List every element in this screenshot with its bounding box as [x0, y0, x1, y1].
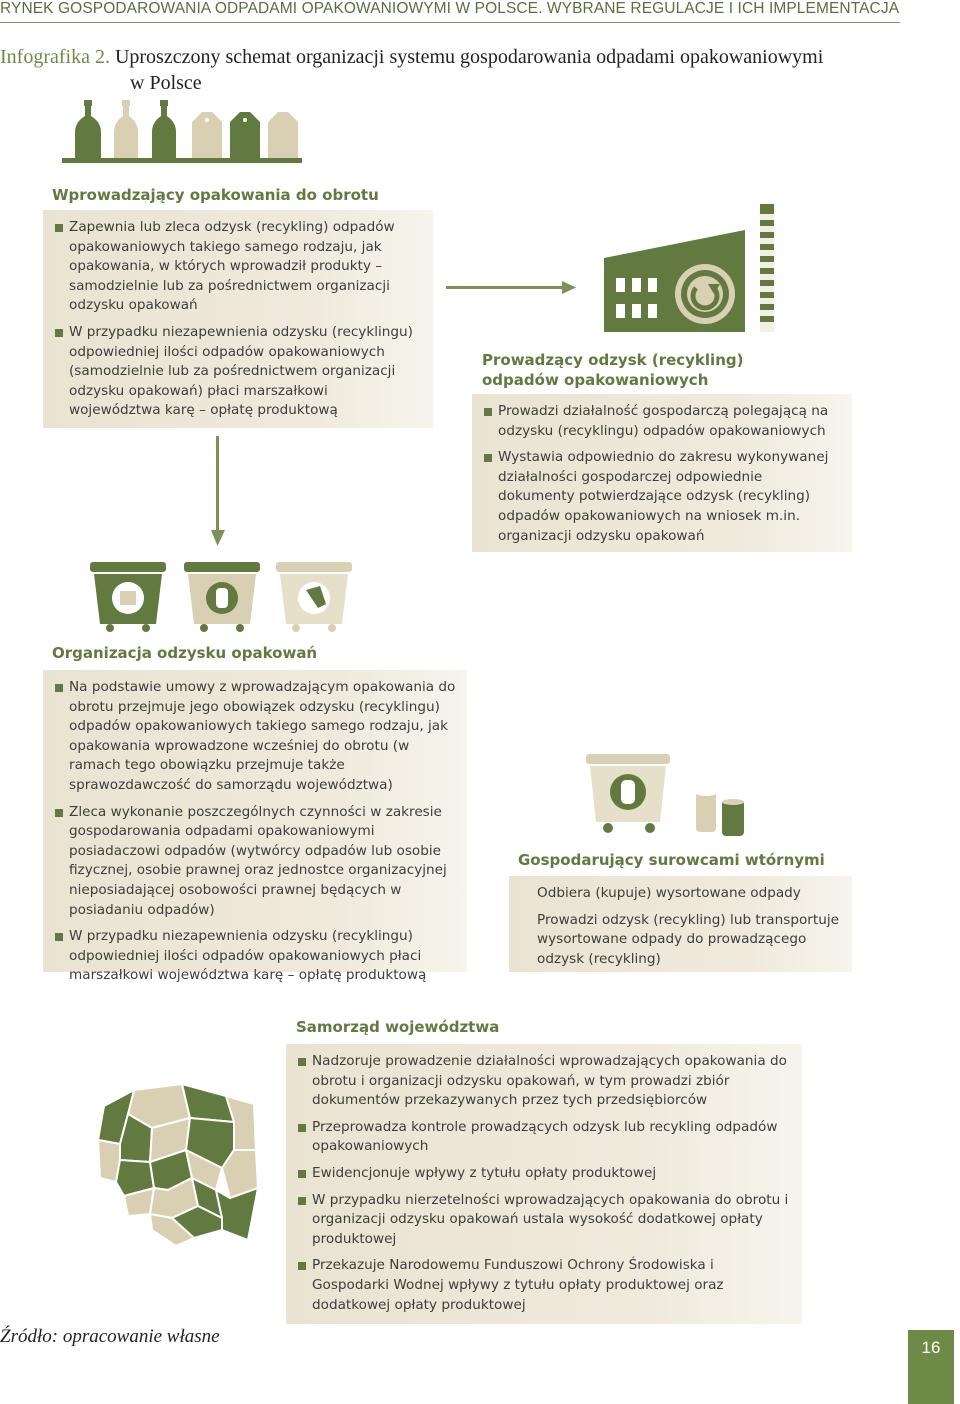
poland-map-icon [94, 1078, 260, 1250]
list-item: W przypadku nierzetelności wprowadzających opakowania do obrotu i organizacji odzysku opakowań ustala wysokość dodatkowej opłaty produktowej [312, 1191, 792, 1250]
header-rule [0, 22, 900, 23]
figure-caption [0, 44, 920, 96]
recycler-heading [482, 350, 743, 390]
list-item: Przeprowadza kontrole prowadzących odzysk lub recykling odpadów opakowaniowych [312, 1118, 792, 1157]
voivodeship-heading: Samorząd województwa [296, 1018, 500, 1036]
arrow-right-icon [446, 280, 578, 296]
recycler-heading-line1: Prowadzący odzysk (recykling) [482, 351, 744, 369]
list-item: W przypadku niezapewnienia odzysku (recyklingu) odpowiedniej ilości odpadów opakowaniowych płaci marszałkowi województwa karę – opłatę produktową [69, 927, 457, 986]
bin-and-cans-icon [584, 752, 754, 838]
list-item: Zapewnia lub zleca odzysk (recykling) odpadów opakowaniowych takiego samego rodzaju, jak opakowania, w których wprowadził produkty – samodzielnie lub za pośrednictwem organizacji odzysku opakowań [69, 218, 423, 316]
list-item: Nadzoruje prowadzenie działalności wprowadzających opakowania do obrotu i organizacji odzysku opakowań, w tym prowadzi zbiór dokumentów przekazywanych przez tych przedsiębiorców [312, 1052, 792, 1111]
arrow-down-icon [210, 436, 226, 548]
list-item: Prowadzi działalność gospodarczą polegającą na odzysku (recyklingu) odpadów opakowaniowych [498, 402, 842, 441]
recycler-box [472, 394, 852, 552]
list-item: Ewidencjonuje wpływy z tytułu opłaty produktowej [312, 1164, 792, 1184]
source-note: Źródło: opracowanie własne [0, 1326, 220, 1347]
caption-title-line2: w Polsce [130, 72, 202, 94]
introducer-box [43, 210, 433, 428]
recycler-heading-line2: odpadów opakowaniowych [482, 371, 709, 389]
organization-heading: Organizacja odzysku opakowań [52, 644, 318, 662]
secondary-heading: Gospodarujący surowcami wtórnymi [518, 851, 825, 869]
list-item: Wystawia odpowiednio do zakresu wykonywanej działalności gospodarczej odpowiednie dokumenty potwierdzające odzysk (recykling) odpadów opakowaniowych na wniosek m.in. organizacji odzysku opakowań [498, 448, 842, 546]
list-item: Przekazuje Narodowemu Funduszowi Ochrony Środowiska i Gospodarki Wodnej wpływy z tytułu opłaty produktowej oraz dodatkowej opłaty produktowej [312, 1256, 792, 1315]
list-item: Odbiera (kupuje) wysortowane odpady [537, 885, 801, 901]
voivodeship-box [286, 1044, 802, 1324]
list-item: Prowadzi odzysk (recykling) lub transportuje wysortowane odpady do prowadzącego odzysk (recykling) [537, 911, 839, 967]
list-item: Zleca wykonanie poszczególnych czynności w zakresie gospodarowania odpadami opakowaniowymi posiadaczowi odpadów (wytwórcy odpadów lub osobie fizycznej, osobie prawnej oraz jednostce organizacyjnej nieposiadającej osobowości prawnej będących w posiadaniu odpadów) [69, 803, 457, 921]
introducer-heading: Wprowadzający opakowania do obrotu [52, 186, 379, 204]
factory-icon [600, 200, 790, 336]
recycling-bins-icon [88, 560, 358, 636]
list-item: Na podstawie umowy z wprowadzającym opakowania do obrotu przejmuje jego obowiązek odzysku (recyklingu) odpadów opakowaniowych takiego samego rodzaju, jak opakowania wprowadzone wcześniej do obrotu (w ramach tego obowiązku przejmuje także sprawozdawczość do samorządu województwa) [69, 678, 457, 796]
caption-title-line1: Uproszczony schemat organizacji systemu gospodarowania odpadami opakowaniowymi [114, 46, 824, 68]
running-header: RYNEK GOSPODAROWANIA ODPADAMI OPAKOWANIOWYMI W POLSCE. WYBRANE REGULACJE I ICH IMPLEMENTACJA [0, 0, 900, 17]
secondary-box [509, 876, 852, 972]
packaging-bottles-icon [58, 98, 308, 168]
list-item: W przypadku niezapewnienia odzysku (recyklingu) odpowiedniej ilości odpadów opakowaniowych (samodzielnie lub za pośrednictwem organizacji odzysku opakowań) płaci marszałkowi województwa karę – opłatę produktową [69, 323, 423, 421]
caption-label: Infografika 2. [0, 46, 110, 68]
organization-box [43, 670, 467, 984]
page-number: 16 [908, 1330, 954, 1404]
